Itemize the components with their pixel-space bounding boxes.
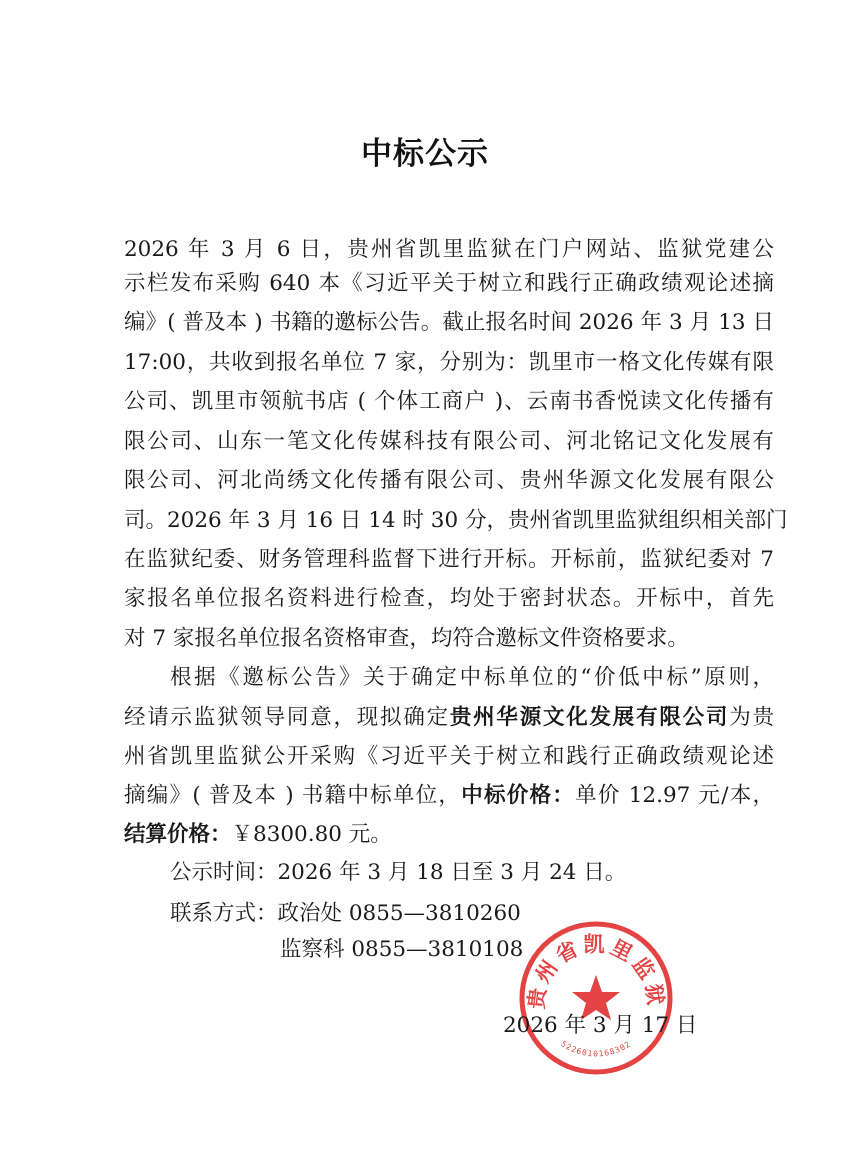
text-line: 根据《邀标公告》关于确定中标单位的“价低中标”原则， (170, 665, 774, 690)
text-line: 家报名单位报名资料进行检查，均处于密封状态。开标中，首先 (124, 586, 774, 611)
contact-political: 联系方式：政治处 0855—3810260 (170, 901, 521, 926)
text-line: 17:00，共收到报名单位 7 家，分别为：凯里市一格文化传媒有限 (124, 350, 774, 375)
text-line (124, 698, 774, 738)
text-line: 限公司、山东一笔文化传媒科技有限公司、河北铭记文化发展有 (124, 429, 774, 454)
document-title: 中标公示 (361, 136, 489, 172)
settle-value: ￥8300.80 元。 (231, 822, 392, 847)
text-segment: 为贵 (729, 705, 774, 730)
settle-label: 结算价格： (124, 822, 232, 847)
text-line (124, 776, 774, 816)
text-line: 对 7 家报名单位报名资格审查，均符合邀标文件资格要求。 (124, 626, 689, 651)
text-line: 在监狱纪委、财务管理科监督下进行开标。开标前，监狱纪委对 7 (124, 547, 774, 572)
winner-company: 贵州华源文化发展有限公司 (449, 705, 730, 730)
text-segment: 摘编》( 普及本 ) 书籍中标单位， (124, 783, 462, 808)
seal-code: 5226010168302 (559, 1039, 633, 1059)
text-segment: 经请示监狱领导同意，现拟确定 (124, 705, 450, 730)
text-line: 2026 年 3 月 6 日，贵州省凯里监狱在门户网站、监狱党建公 (124, 237, 774, 262)
price-value: 单价 12.97 元/本， (575, 783, 774, 808)
text-line: 限公司、河北尚绣文化传播有限公司、贵州华源文化发展有限公 (124, 468, 774, 493)
text-line: 公司、凯里市领航书店 ( 个体工商户 )、云南书香悦读文化传播有 (124, 389, 774, 414)
text-line: 编》( 普及本 ) 书籍的邀标公告。截止报名时间 2026 年 3 月 13 日 (124, 310, 774, 335)
seal-graphic (516, 918, 676, 1078)
document-date: 2026 年 3 月 17 日 (503, 1013, 698, 1038)
price-label: 中标价格： (461, 783, 576, 808)
text-line (124, 815, 774, 855)
seal-org-name: 贵州省凯里监狱 (523, 932, 669, 1011)
text-line: 示栏发布采购 640 本《习近平关于树立和践行正确政绩观论述摘 (124, 271, 774, 296)
official-seal (516, 918, 676, 1078)
notice-period: 公示时间：2026 年 3 月 18 日至 3 月 24 日。 (170, 860, 627, 885)
text-line: 司。2026 年 3 月 16 日 14 时 30 分，贵州省凯里监狱组织相关部门 (124, 508, 788, 533)
text-line: 州省凯里监狱公开采购《习近平关于树立和践行正确政绩观论述 (124, 744, 774, 769)
contact-supervision: 监察科 0855—3810108 (280, 937, 524, 962)
